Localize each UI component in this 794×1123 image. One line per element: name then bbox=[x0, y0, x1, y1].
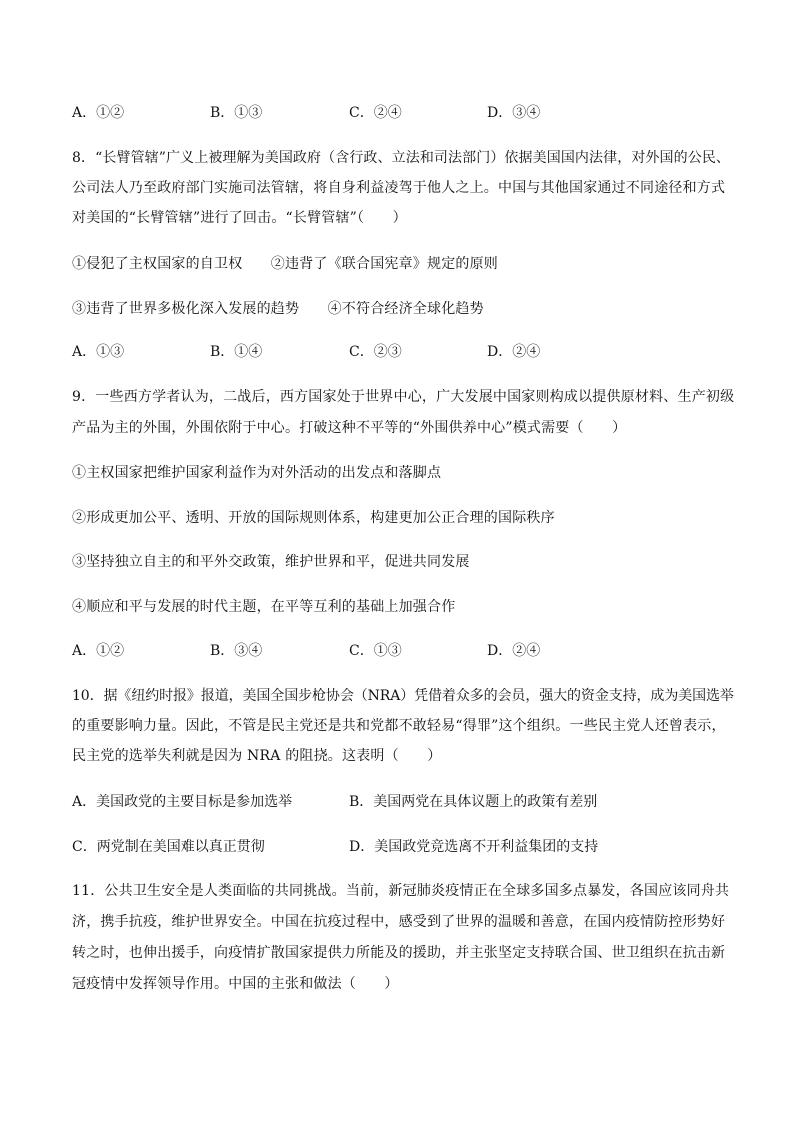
q9-statement-4: ④顺应和平与发展的时代主题，在平等互利的基础上加强合作 bbox=[72, 599, 456, 615]
q7-option-a[interactable]: A．①② bbox=[72, 105, 125, 121]
q10-stem-line-3: 民主党的选举失利就是因为 NRA 的阻挠。这表明（ ） bbox=[72, 748, 442, 764]
q8-option-c[interactable]: C．②③ bbox=[349, 344, 402, 360]
q8-stem-line-2: 公司法人乃至政府部门实施司法管辖，将自身利益凌驾于他人之上。中国与其他国家通过不同途径和方式 bbox=[72, 180, 726, 196]
q8-option-b[interactable]: B．①④ bbox=[210, 344, 263, 360]
q9-statement-1: ①主权国家把维护国家利益作为对外活动的出发点和落脚点 bbox=[72, 465, 442, 481]
q9-stem-line-1: 9．一些西方学者认为，二战后，西方国家处于世界中心，广大发展中国家则构成以提供原材料、生产初级 bbox=[72, 389, 735, 405]
q8-statement-2: ③违背了世界多极化深入发展的趋势 ④不符合经济全球化趋势 bbox=[72, 301, 484, 317]
q9-option-a[interactable]: A．①② bbox=[72, 643, 125, 659]
q9-option-b[interactable]: B．③④ bbox=[210, 643, 263, 659]
q11-stem-line-1: 11．公共卫生安全是人类面临的共同挑战。当前，新冠肺炎疫情正在全球多国多点暴发，各国应该同舟共 bbox=[72, 883, 730, 899]
q11-stem-line-2: 济，携手抗疫，维护世界安全。中国在抗疫过程中，感受到了世界的温暖和善意，在国内疫情防控形势好 bbox=[72, 914, 726, 930]
q8-statement-1: ①侵犯了主权国家的自卫权 ②违背了《联合国宪章》规定的原则 bbox=[72, 256, 498, 272]
q10-option-b[interactable]: B．美国两党在具体议题上的政策有差别 bbox=[349, 794, 598, 810]
q9-statement-3: ③坚持独立自主的和平外交政策，维护世界和平，促进共同发展 bbox=[72, 554, 470, 570]
q8-option-d[interactable]: D．②④ bbox=[487, 344, 541, 360]
q9-statement-2: ②形成更加公平、透明、开放的国际规则体系，构建更加公正合理的国际秩序 bbox=[72, 510, 555, 526]
q8-stem-line-1: 8．“长臂管辖”广义上被理解为美国政府（含行政、立法和司法部门）依据美国国内法律，对外国的公民、 bbox=[72, 150, 731, 166]
q10-stem-line-1: 10．据《纽约时报》报道，美国全国步枪协会（NRA）凭借着众多的会员，强大的资金支持，成为美国选举 bbox=[72, 688, 734, 704]
q9-stem-line-2: 产品为主的外围，外围依附于中心。打破这种不平等的“外围供养中心”模式需要（ ） bbox=[72, 420, 627, 436]
q10-option-a[interactable]: A．美国政党的主要目标是参加选举 bbox=[72, 794, 293, 810]
q11-stem-line-3: 转之时，也伸出援手，向疫情扩散国家提供力所能及的援助，并主张坚定支持联合国、世卫组织在抗击新 bbox=[72, 945, 726, 961]
q8-option-a[interactable]: A．①③ bbox=[72, 344, 125, 360]
q10-stem-line-2: 的重要影响力量。因此，不管是民主党还是共和党都不敢轻易“得罪”这个组织。一些民主党人还曾表示， bbox=[72, 718, 726, 734]
q7-option-b[interactable]: B．①③ bbox=[210, 105, 263, 121]
q9-option-c[interactable]: C．①③ bbox=[349, 643, 402, 659]
q7-option-c[interactable]: C．②④ bbox=[349, 105, 402, 121]
q10-option-c[interactable]: C．两党制在美国难以真正贯彻 bbox=[72, 839, 265, 855]
q8-stem-line-3: 对美国的“长臂管辖”进行了回击。“长臂管辖”（ ） bbox=[72, 210, 407, 226]
q7-option-d[interactable]: D．③④ bbox=[487, 105, 541, 121]
q11-stem-line-4: 冠疫情中发挥领导作用。中国的主张和做法（ ） bbox=[72, 976, 399, 992]
q10-option-d[interactable]: D．美国政党竞选离不开利益集团的支持 bbox=[349, 839, 599, 855]
q9-option-d[interactable]: D．②④ bbox=[487, 643, 541, 659]
